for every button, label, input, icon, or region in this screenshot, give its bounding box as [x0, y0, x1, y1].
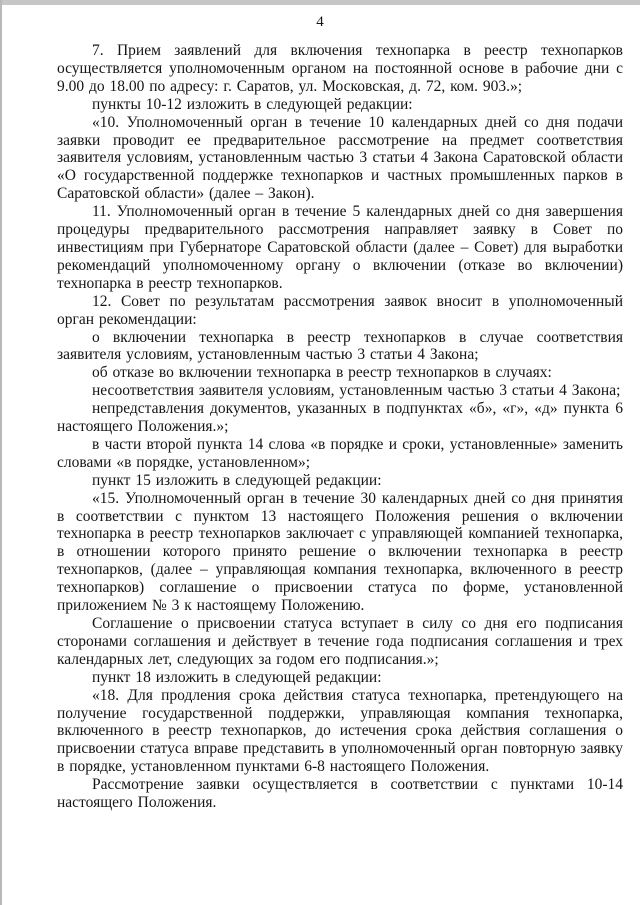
paragraph: «10. Уполномоченный орган в течение 10 календарных дней со дня подачи заявки проводит ее предварительное рассмотрение на предмет соответствия заявителя условиям, установленным частью 3 статьи 4 Закона Саратовской области «О государственной поддержке технопарков и частных промышленных парков в Саратовской области» (далее – Закон). — [57, 113, 623, 203]
paragraph: в части второй пункта 14 слова «в порядке и сроки, установленные» заменить словами «в порядке, установленном»; — [57, 435, 623, 471]
paragraph: 11. Уполномоченный орган в течение 5 календарных дней со дня завершения процедуры предварительного рассмотрения направляет заявку в Совет по инвестициям при Губернаторе Саратовской области (далее – Совет) для выработки рекомендаций уполномоченному органу о включении (отказе во включении) технопарка в реестр технопарков. — [57, 203, 623, 292]
scan-edge-top — [0, 0, 640, 5]
paragraph: Рассмотрение заявки осуществляется в соответствии с пунктами 10-14 настоящего Положения. — [57, 776, 623, 812]
paragraph: несоответствия заявителя условиям, установленным частью 3 статьи 4 Закона; — [92, 382, 621, 400]
paragraph: о включении технопарка в реестр технопарков в случае соответствия заявителя условиям, установленным частью 3 статьи 4 Закона; — [57, 328, 623, 364]
page-number: 4 — [316, 14, 324, 30]
paragraph: пункты 10-12 изложить в следующей редакции: — [92, 95, 413, 113]
scan-edge-left — [0, 0, 2, 905]
paragraph: непредставления документов, указанных в подпунктах «б», «г», «д» пункта 6 настоящего Положения.»; — [57, 400, 623, 436]
paragraph: Соглашение о присвоении статуса вступает в силу со дня его подписания сторонами соглашения и действует в течение года подписания соглашения и трех календарных лет, следующих за годом его подписания.»; — [57, 615, 623, 668]
paragraph: «15. Уполномоченный орган в течение 30 календарных дней со дня принятия в соответствии с пунктом 13 настоящего Положения решения о включении технопарка в реестр технопарков заключает с управляющей компанией технопарка, в отношении которого принято решение о включении технопарка в реестр технопарков, (далее – управляющая компания технопарка, включенного в реестр технопарков) соглашение о присвоении статуса по форме, установленной приложением № 3 к настоящему Положению. — [57, 489, 623, 615]
paragraph: 7. Прием заявлений для включения технопарка в реестр технопарков осуществляется уполномоченным органом на постоянной основе в рабочие дни с 9.00 до 18.00 по адресу: г. Саратов, ул. Московская, д. 72, ком. 903.»; — [57, 42, 623, 95]
paragraph: пункт 15 изложить в следующей редакции: — [92, 471, 382, 489]
paragraph: об отказе во включении технопарка в реестр технопарков в случаях: — [92, 364, 552, 382]
paragraph: пункт 18 изложить в следующей редакции: — [92, 668, 382, 686]
paragraph: «18. Для продления срока действия статуса технопарка, претендующего на получение государственной поддержки, управляющая компания технопарка, включенного в реестр технопарков, до истечения срока действия соглашения о присвоении статуса вправе представить в уполномоченный орган повторную заявку в порядке, установленном пунктами 6-8 настоящего Положения. — [57, 686, 623, 776]
paragraph: 12. Совет по результатам рассмотрения заявок вносит в уполномоченный орган рекомендации: — [57, 292, 623, 328]
document-body — [0, 31, 640, 812]
